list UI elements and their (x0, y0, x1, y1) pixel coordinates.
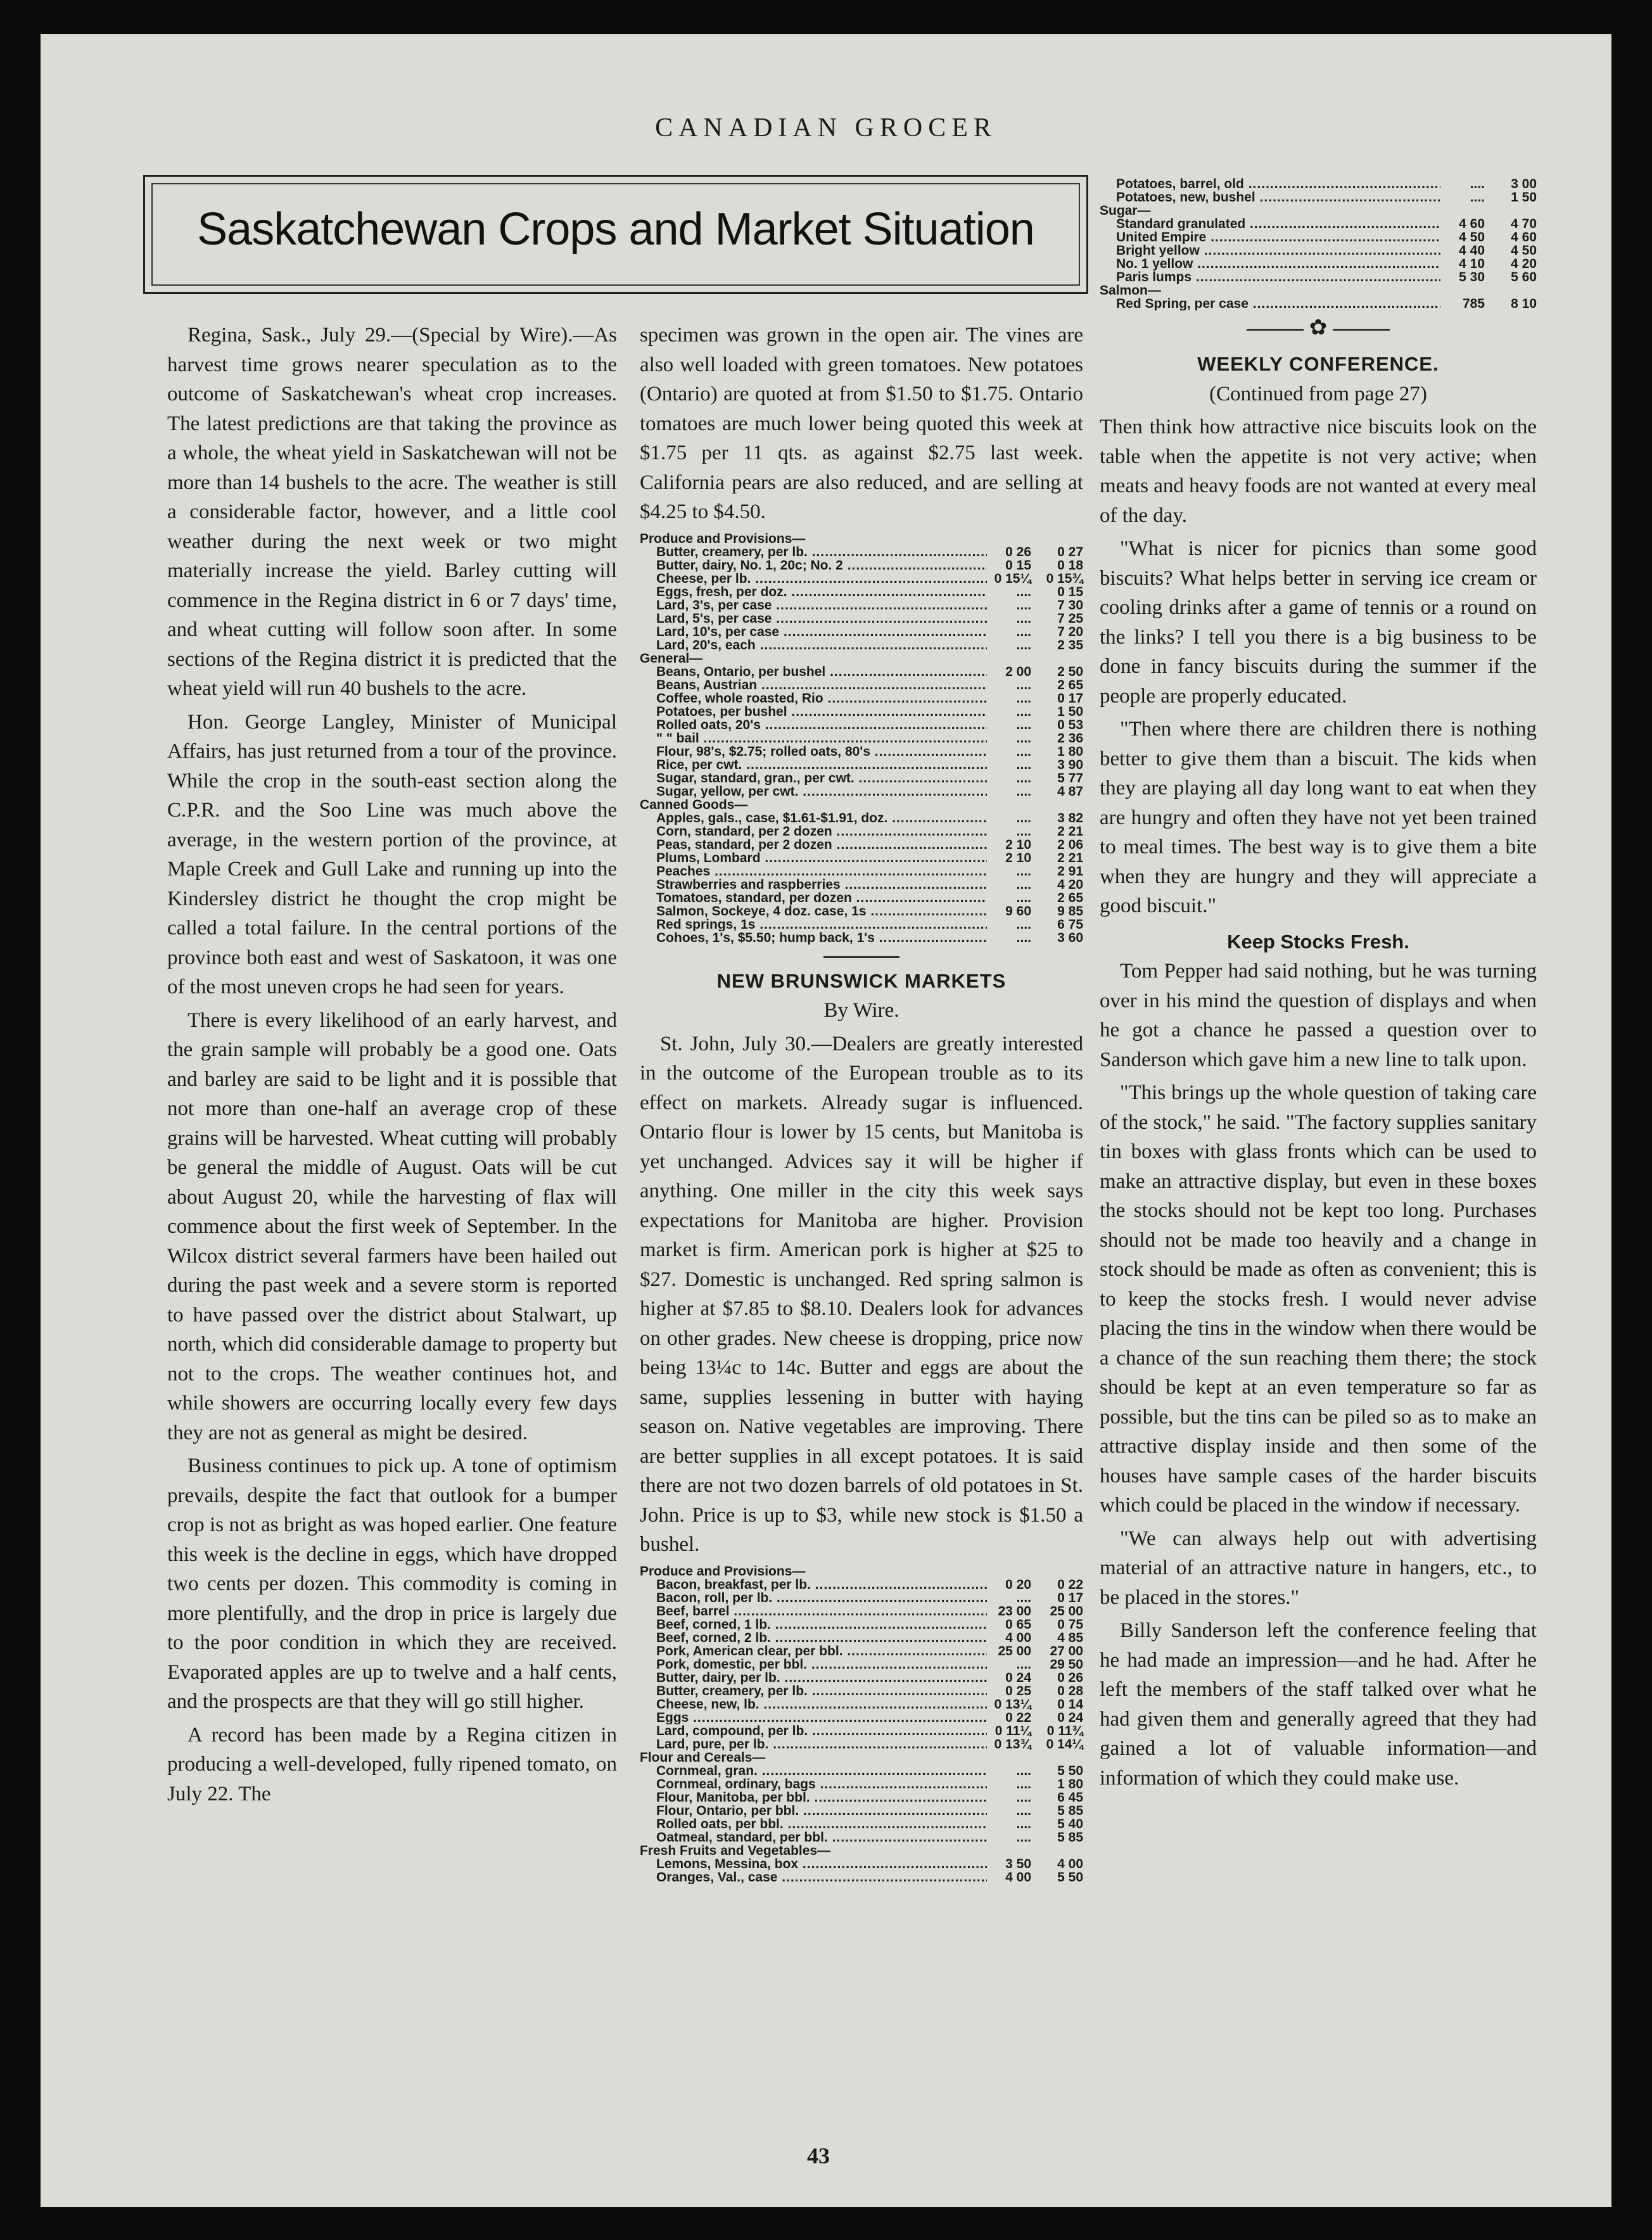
price-high: 3 00 (1511, 177, 1537, 191)
price-row (640, 1804, 1083, 1817)
price-item: Lard, compound, per lb. ..... (656, 1724, 987, 1738)
price-category: Flour and Cereals— (640, 1750, 766, 1765)
price-item: Beef, corned, 2 lb. ..... (656, 1631, 987, 1645)
price-low: .... (1016, 810, 1031, 825)
price-low: .... (1470, 190, 1485, 205)
price-row (640, 1817, 1083, 1831)
price-row (640, 1578, 1083, 1591)
price-low: 4 00 (1005, 1630, 1031, 1645)
price-high: 4 70 (1511, 217, 1537, 231)
price-low: 0 20 (1005, 1577, 1031, 1592)
price-high: 7 30 (1057, 597, 1083, 613)
price-row (640, 678, 1083, 692)
price-item: Cornmeal, gran. ..... (656, 1764, 987, 1778)
price-item: Bacon, breakfast, per lb. ..... (656, 1578, 987, 1591)
ornament-line (1247, 329, 1304, 331)
column-1 (167, 321, 617, 1809)
article-paragraph: Business continues to pick up. A tone of optimism prevails, despite the fact that outlook for a bumper crop is not as bright as was hoped earlier. One feature this week is the decline in eggs, which have dropped two cents per dozen. This commodity is coming in more plentifully, and the drop in price is largely due to the poor condition in which they are received. Evaporated apples are up to twelve and a half cents, and the prospects are that they will go still higher. (167, 1454, 617, 1713)
price-row (640, 931, 1083, 945)
price-row (640, 545, 1083, 559)
price-high: 0 24 (1057, 1710, 1083, 1725)
price-row (640, 692, 1083, 705)
price-low: 25 00 (998, 1643, 1031, 1658)
price-item: Bright yellow ..... (1116, 244, 1440, 257)
price-high: 4 00 (1057, 1856, 1083, 1871)
article-paragraph: "We can always help out with advertising material of an attractive nature in hangers, etc., to be placed in the stores." (1100, 1527, 1537, 1609)
price-high: 1 50 (1511, 190, 1537, 205)
price-item: Pork, American clear, per bbl. ..... (656, 1645, 987, 1658)
price-row (640, 705, 1083, 718)
price-row (1100, 297, 1537, 310)
price-high: 3 82 (1057, 810, 1083, 825)
price-high: 0 17 (1057, 1590, 1083, 1605)
article-paragraph: Regina, Sask., July 29.—(Special by Wire).—As harvest time grows nearer speculation as to the outcome of Saskatchewan's wheat crop increases. The latest predictions are that taking the province as a whole, the wheat yield in Saskatchewan will not be more than 14 bushels to the acre. The weather is still a considerable factor, however, and a little cool weather during the next week or two might materially increase the yield. Barley cutting will commence in the Regina district in 6 or 7 days' time, and wheat cutting will follow soon after. In some sections of the Regina district it is predicted that the wheat yield will run 40 bushels to the acre. (167, 324, 617, 700)
price-high: 4 85 (1057, 1630, 1083, 1645)
page-number: 43 (807, 2143, 830, 2168)
price-high: 5 85 (1057, 1830, 1083, 1845)
price-low: 2 10 (1005, 837, 1031, 852)
price-row (640, 1658, 1083, 1671)
price-high: 9 85 (1057, 903, 1083, 919)
price-item: Eggs ..... (656, 1711, 987, 1724)
price-item: Oranges, Val., case ..... (656, 1871, 987, 1884)
price-high: 7 25 (1057, 611, 1083, 626)
keep-stocks-heading: Keep Stocks Fresh. (1227, 930, 1409, 953)
price-low: .... (1016, 717, 1031, 732)
price-high: 3 60 (1057, 930, 1083, 945)
price-low: .... (1016, 863, 1031, 879)
price-high: 2 06 (1057, 837, 1083, 852)
headline-box (143, 175, 1088, 294)
price-item: Lard, pure, per lb. ..... (656, 1738, 987, 1751)
price-high: 6 45 (1057, 1790, 1083, 1805)
price-high: 0 17 (1057, 690, 1083, 706)
price-high: 7 20 (1057, 624, 1083, 639)
section-rule (823, 956, 899, 958)
price-high: 8 10 (1511, 296, 1537, 311)
price-low: .... (1016, 1763, 1031, 1778)
price-row (640, 851, 1083, 865)
ornament-flower-icon: ✿ (1309, 316, 1328, 340)
price-high: 4 50 (1511, 243, 1537, 258)
price-row (640, 1631, 1083, 1645)
price-high: 2 36 (1057, 730, 1083, 746)
price-row (640, 1831, 1083, 1844)
price-row (640, 559, 1083, 572)
article-paragraph: A record has been made by a Regina citizen in producing a well-developed, fully ripened tomato, on July 22. The (167, 1723, 617, 1805)
nb-price-list (640, 1565, 1083, 1884)
price-low: .... (1016, 1790, 1031, 1805)
price-low: 4 40 (1459, 243, 1485, 258)
price-row (640, 665, 1083, 678)
price-low: 0 15¼ (994, 571, 1031, 586)
price-item: " " bail ..... (656, 732, 987, 745)
price-row (640, 865, 1083, 878)
article-paragraph: Hon. George Langley, Minister of Municipal Affairs, has just returned from a tour of the province. While the crop in the south-east section along the C.P.R. and the Soo Line was much above the average, in the western portion of the province, at Maple Creek and Gull Lake and running up into the Kindersley district he thought the crop might be called a total failure. In the central portions of the province both east and west of Saskatoon, it was one of the most uneven crops he had seen for years. (167, 710, 617, 998)
article-paragraph: specimen was grown in the open air. The vines are also well loaded with green tomatoes. New potatoes (Ontario) are quoted at from $1.50 to $1.75. Ontario tomatoes are much lower being quoted this week at $1.75 per 11 qts. as against $2.75 last week. California pears are also reduced, and are selling at $4.25 to $4.50. (640, 324, 1083, 523)
price-high: 5 40 (1057, 1816, 1083, 1831)
price-row (640, 838, 1083, 851)
price-item: Red Spring, per case ..... (1116, 297, 1440, 310)
price-high: 2 21 (1057, 824, 1083, 839)
price-low: .... (1016, 730, 1031, 746)
price-row (640, 1711, 1083, 1724)
nb-heading: NEW BRUNSWICK MARKETS (716, 969, 1007, 992)
price-low: .... (1016, 877, 1031, 892)
price-row (640, 825, 1083, 838)
price-row (640, 1591, 1083, 1605)
col3-price-list (1100, 177, 1537, 310)
price-item: Beef, corned, 1 lb. ..... (656, 1618, 987, 1631)
price-high: 0 15 (1057, 584, 1083, 599)
price-low: 3 50 (1005, 1856, 1031, 1871)
price-item: Lemons, Messina, box ..... (656, 1857, 987, 1871)
weekly-subheading: (Continued from page 27) (1209, 382, 1427, 405)
price-high: 29 50 (1050, 1657, 1083, 1672)
price-row (640, 811, 1083, 825)
price-item: Lard, 3's, per case ..... (656, 599, 987, 612)
price-low: 4 00 (1005, 1869, 1031, 1885)
price-item: Corn, standard, per 2 dozen ..... (656, 825, 987, 838)
price-row (640, 585, 1083, 599)
price-high: 2 65 (1057, 890, 1083, 905)
price-item: Pork, domestic, per bbl. ..... (656, 1658, 987, 1671)
price-item: Peas, standard, per 2 dozen ..... (656, 838, 987, 851)
price-low: .... (1016, 1830, 1031, 1845)
price-row (640, 918, 1083, 931)
price-item: Apples, gals., case, $1.61-$1.91, doz. ..... (656, 811, 987, 825)
nb-paragraph: St. John, July 30.—Dealers are greatly interested in the outcome of the European trouble as to its effect on markets. Already sugar is influenced. Ontario flour is lower by 15 cents, but Manitoba is yet unchanged. Advices say it will be higher if anything. One miller in the city this week says expectations for Manitoba are higher. Provision market is firm. American pork is higher at $25 to $27. Domestic is unchanged. Red spring salmon is higher at $7.85 to $8.10. Dealers look for advances on other grades. New cheese is dropping, price now being 13¼c to 14c. Butter and eggs are about the same, supplies lessening in butter with haying season on. Native vegetables are improving. There are better supplies in all except potatoes. It is said there are not two dozen barrels of old potatoes in St. John. Price is up to $3, while new stock is $1.50 a bushel. (640, 1032, 1083, 1556)
price-row (1100, 177, 1537, 191)
price-high: 5 77 (1057, 770, 1083, 786)
price-low: .... (1016, 824, 1031, 839)
ornament-line (1333, 329, 1390, 331)
price-row (640, 639, 1083, 652)
price-item: Rice, per cwt. ..... (656, 758, 987, 772)
article-paragraph: "What is nicer for picnics than some good biscuits? What helps better in serving ice cream or cooling drinks after a game of tennis or a round on the links? I tell you there is a big business to be done in fancy biscuits during the summer if the people are properly educated. (1100, 537, 1537, 708)
price-high: 2 50 (1057, 664, 1083, 679)
price-low: 4 50 (1459, 230, 1485, 245)
price-category: Sugar— (1100, 203, 1151, 218)
price-high: 6 75 (1057, 917, 1083, 932)
article-paragraph: Tom Pepper had said nothing, but he was turning over in his mind the question of displays and when he got a chance he passed a question over to Sanderson which gave him a new line to talk upon. (1100, 960, 1537, 1071)
price-high: 0 14 (1057, 1696, 1083, 1712)
price-low: .... (1016, 677, 1031, 692)
price-high: 0 22 (1057, 1577, 1083, 1592)
price-low: .... (1016, 624, 1031, 639)
article-paragraph: Billy Sanderson left the conference feeling that he had made an impression—and he had. After he left the members of the staff talked over what he had given them and generally agreed that they had gained a lot of valuable information—and information of which they could make use. (1100, 1619, 1537, 1790)
price-item: Flour, 98's, $2.75; rolled oats, 80's ..... (656, 745, 987, 758)
price-low: .... (1016, 1590, 1031, 1605)
price-low: .... (1016, 784, 1031, 799)
price-row (640, 718, 1083, 732)
price-low: 4 60 (1459, 217, 1485, 231)
price-low: .... (1016, 1776, 1031, 1791)
price-item: Bacon, roll, per lb. ..... (656, 1591, 987, 1605)
price-high: 0 27 (1057, 544, 1083, 559)
regina-price-list (640, 532, 1083, 945)
price-row (640, 1671, 1083, 1684)
price-item: Potatoes, barrel, old ..... (1116, 177, 1440, 191)
article-paragraph: "Then where there are children there is nothing better to give them than a biscuit. The kids when they are playing all day long want to eat when they are hungry and often they have not yet been trained to meal times. The best way is to give them a bite when they are hungry and they will appreciate a good biscuit." (1100, 718, 1537, 917)
price-item: Plums, Lombard ..... (656, 851, 987, 865)
price-category: Produce and Provisions— (640, 531, 806, 546)
column-2 (640, 321, 1083, 1889)
price-low: 5 30 (1459, 270, 1485, 284)
price-high: 4 87 (1057, 784, 1083, 799)
price-item: Beef, barrel ..... (656, 1605, 987, 1618)
price-high: 4 60 (1511, 230, 1537, 245)
price-row (640, 1605, 1083, 1618)
price-low: 0 13¾ (994, 1736, 1031, 1752)
price-row (640, 1791, 1083, 1804)
price-row (640, 905, 1083, 918)
price-low: .... (1016, 637, 1031, 652)
price-row (640, 1645, 1083, 1658)
price-item: Flour, Manitoba, per bbl. ..... (656, 1791, 987, 1804)
price-row (1100, 257, 1537, 270)
price-row (1100, 231, 1537, 244)
price-item: Butter, dairy, No. 1, 20c; No. 2 ..... (656, 559, 987, 572)
price-item: Tomatoes, standard, per dozen ..... (656, 891, 987, 905)
price-item: Beans, Ontario, per bushel ..... (656, 665, 987, 678)
price-row (640, 572, 1083, 585)
price-high: 0 11¾ (1046, 1723, 1083, 1738)
price-item: Red springs, 1s ..... (656, 918, 987, 931)
price-high: 0 28 (1057, 1683, 1083, 1698)
price-high: 1 80 (1057, 1776, 1083, 1791)
price-row (640, 625, 1083, 639)
price-low: .... (1016, 930, 1031, 945)
nb-byline: By Wire. (823, 999, 899, 1022)
price-item: Lard, 10's, per case ..... (656, 625, 987, 639)
price-row (640, 1618, 1083, 1631)
price-low: 0 24 (1005, 1670, 1031, 1685)
price-low: .... (1016, 704, 1031, 719)
price-category: Fresh Fruits and Vegetables— (640, 1843, 831, 1858)
price-low: 0 65 (1005, 1617, 1031, 1632)
price-high: 0 26 (1057, 1670, 1083, 1685)
price-item: Rolled oats, per bbl. ..... (656, 1817, 987, 1831)
price-row (640, 1724, 1083, 1738)
price-item: No. 1 yellow ..... (1116, 257, 1440, 270)
headline: Saskatchewan Crops and Market Situation (197, 204, 1034, 255)
price-low: 9 60 (1005, 903, 1031, 919)
price-high: 5 60 (1511, 270, 1537, 284)
price-item: Butter, dairy, per lb. ..... (656, 1671, 987, 1684)
price-low: 0 25 (1005, 1683, 1031, 1698)
price-low: 785 (1462, 296, 1485, 311)
price-row (640, 745, 1083, 758)
price-low: .... (1016, 584, 1031, 599)
price-high: 5 85 (1057, 1803, 1083, 1818)
price-low: 2 10 (1005, 850, 1031, 865)
price-row (1100, 217, 1537, 231)
price-row (640, 1698, 1083, 1711)
price-high: 4 20 (1057, 877, 1083, 892)
price-high: 2 65 (1057, 677, 1083, 692)
price-row (640, 891, 1083, 905)
price-low: .... (1016, 1803, 1031, 1818)
price-high: 5 50 (1057, 1763, 1083, 1778)
price-item: Sugar, standard, gran., per cwt. ..... (656, 772, 987, 785)
price-row (640, 732, 1083, 745)
price-row (640, 599, 1083, 612)
price-row (640, 1871, 1083, 1884)
price-item: Butter, creamery, per lb. ..... (656, 1684, 987, 1698)
price-item: Eggs, fresh, per doz. ..... (656, 585, 987, 599)
ornament-divider (1100, 315, 1537, 341)
price-category: Produce and Provisions— (640, 1563, 806, 1579)
price-low: .... (1016, 690, 1031, 706)
price-item: Salmon, Sockeye, 4 doz. case, 1s ..... (656, 905, 987, 918)
price-row (1100, 270, 1537, 284)
price-item: Oatmeal, standard, per bbl. ..... (656, 1831, 987, 1844)
price-low: .... (1016, 1657, 1031, 1672)
price-item: Cohoes, 1's, $5.50; hump back, 1's ..... (656, 931, 987, 945)
price-high: 2 21 (1057, 850, 1083, 865)
price-category: Canned Goods— (640, 797, 748, 812)
price-high: 27 00 (1050, 1643, 1083, 1658)
price-row (640, 1778, 1083, 1791)
price-item: Lard, 20's, each ..... (656, 639, 987, 652)
price-low: .... (1016, 744, 1031, 759)
price-item: Coffee, whole roasted, Rio ..... (656, 692, 987, 705)
price-high: 4 20 (1511, 257, 1537, 271)
price-low: .... (1016, 917, 1031, 932)
price-low: 4 10 (1459, 257, 1485, 271)
price-item: Cheese, new, lb. ..... (656, 1698, 987, 1711)
price-item: Peaches ..... (656, 865, 987, 878)
column-3 (1100, 172, 1537, 1793)
price-item: Cheese, per lb. ..... (656, 572, 987, 585)
price-low: .... (1016, 1816, 1031, 1831)
price-item: Strawberries and raspberries ..... (656, 878, 987, 891)
price-low: .... (1016, 597, 1031, 613)
price-item: United Empire ..... (1116, 231, 1440, 244)
price-low: 0 11¼ (994, 1723, 1031, 1738)
price-high: 3 90 (1057, 757, 1083, 772)
price-row (640, 1684, 1083, 1698)
price-item: Potatoes, new, bushel ..... (1116, 191, 1440, 204)
running-head: CANADIAN GROCER (655, 113, 997, 143)
article-paragraph: "This brings up the whole question of taking care of the stock," he said. "The factory supplies sanitary tin boxes with glass fronts which can be used to make an attractive display, but even in these boxes the stocks should not be kept too long. Purchases should not be made too heavily and a change in stock should be made as often as convenient; this is to keep the stocks fresh. I would never advise placing the tins in the window when there would be a chance of the sun reaching them there; the stock should be kept at an even temperature so far as possible, but the tins can be piled so as to make an attractive display inside and then some of the houses have sample cases of the harder biscuits which could be placed in the window if necessary. (1100, 1081, 1537, 1517)
price-category: General— (640, 651, 703, 666)
price-high: 0 53 (1057, 717, 1083, 732)
price-high: 25 00 (1050, 1603, 1083, 1619)
price-category: Salmon— (1100, 283, 1161, 298)
price-low: .... (1016, 890, 1031, 905)
price-row (640, 758, 1083, 772)
price-low: .... (1016, 611, 1031, 626)
price-row (640, 878, 1083, 891)
price-row (640, 612, 1083, 625)
price-row (640, 785, 1083, 798)
price-row (1100, 191, 1537, 204)
price-high: 1 80 (1057, 744, 1083, 759)
price-low: .... (1470, 177, 1485, 191)
price-row (640, 1738, 1083, 1751)
price-item: Rolled oats, 20's ..... (656, 718, 987, 732)
price-low: 0 22 (1005, 1710, 1031, 1725)
price-row (1100, 244, 1537, 257)
price-low: 0 15 (1005, 557, 1031, 573)
price-high: 2 35 (1057, 637, 1083, 652)
price-row (640, 1764, 1083, 1778)
price-high: 1 50 (1057, 704, 1083, 719)
price-item: Beans, Austrian ..... (656, 678, 987, 692)
magazine-page (41, 34, 1611, 2207)
price-low: 0 26 (1005, 544, 1031, 559)
price-row (640, 772, 1083, 785)
article-paragraph: There is every likelihood of an early harvest, and the grain sample will probably be a good one. Oats and barley are said to be light and it is possible that not more than one-half an average crop of these grains will be harvested. Wheat cutting will probably be general the middle of August. Oats will be cut about August 20, while the harvesting of flax will commence about the first week of September. In the Wilcox district several farmers have been hailed out during the past week and a severe storm is reported to have passed over the district about Stalwart, up north, which did considerable damage to property but not to the crops. The weather continues hot, and while showers are occurring locally every few days they are not as general as might be desired. (167, 1009, 617, 1444)
price-high: 0 75 (1057, 1617, 1083, 1632)
price-low: 2 00 (1005, 664, 1031, 679)
article-paragraph: Then think how attractive nice biscuits look on the table when the appetite is not very active; when meats and heavy foods are not wanted at every meal of the day. (1100, 416, 1537, 527)
price-high: 0 14¼ (1046, 1736, 1083, 1752)
price-item: Butter, creamery, per lb. ..... (656, 545, 987, 559)
price-low: 23 00 (998, 1603, 1031, 1619)
price-item: Standard granulated ..... (1116, 217, 1440, 231)
price-row (640, 1857, 1083, 1871)
price-high: 0 15¾ (1046, 571, 1083, 586)
price-high: 2 91 (1057, 863, 1083, 879)
price-item: Paris lumps ..... (1116, 270, 1440, 284)
weekly-heading: WEEKLY CONFERENCE. (1197, 353, 1439, 375)
price-item: Potatoes, per bushel ..... (656, 705, 987, 718)
price-item: Sugar, yellow, per cwt. ..... (656, 785, 987, 798)
price-low: .... (1016, 757, 1031, 772)
price-item: Cornmeal, ordinary, bags ..... (656, 1778, 987, 1791)
price-high: 0 18 (1057, 557, 1083, 573)
price-low: 0 13¼ (994, 1696, 1031, 1712)
price-high: 5 50 (1057, 1869, 1083, 1885)
price-item: Flour, Ontario, per bbl. ..... (656, 1804, 987, 1817)
price-item: Lard, 5's, per case ..... (656, 612, 987, 625)
price-low: .... (1016, 770, 1031, 786)
